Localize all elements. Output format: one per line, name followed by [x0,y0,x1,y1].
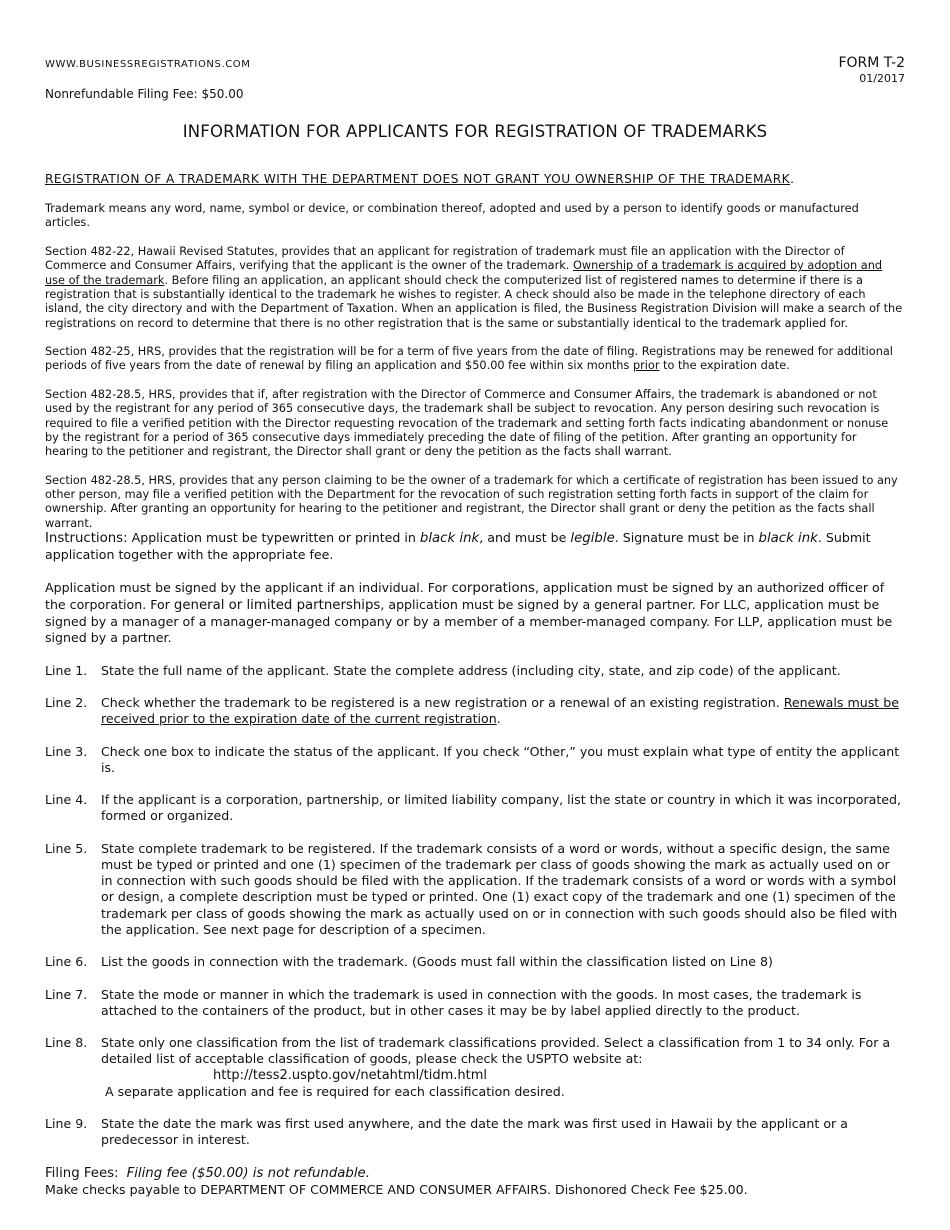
trademark-definition: Trademark means any word, name, symbol or device, or combination thereof, adopted and used by a person to identify goods or manufactured articles. [45,202,859,230]
non-refundable-note: Filing fee ($50.00) is not refundable. [126,1165,370,1181]
line-8-instruction [45,1035,905,1100]
line-text: State only one classification from the list of trademark classifications provided. Select a classification from 1 to 34 only. For a detailed list of acceptable classification of goods, please check the USPTO website at: [101,1035,891,1067]
line-text: State the full name of the applicant. State the complete address (including city, state, and zip code) of the applicant. [101,662,841,678]
line-text: If the applicant is a corporation, partnership, or limited liability company, list the state or country in which it was incorporated, formed or organized. [101,792,902,824]
line-text: State the mode or manner in which the trademark is used in connection with the goods. In most cases, the trademark is attached to the containers of the product, but in other cases it may be by label applied directly to the product. [101,986,862,1018]
line-number: Line 3. [45,743,88,759]
section-482-25 [45,345,903,374]
corporations-term: corporations [451,580,535,596]
signing-text: Application must be signed by the applicant if an individual. For [45,579,452,595]
line-3-instruction [45,744,905,776]
filing-fee-line [45,1165,905,1182]
line-1-instruction [45,663,905,679]
instructions-text: , and must be [479,530,571,545]
prior-underlined: prior [632,359,660,373]
line-number: Line 9. [45,1116,88,1132]
website-address: WWW.BUSINESSREGISTRATIONS.COM [45,59,251,70]
black-ink-emphasis: black ink [419,531,480,546]
section-482-25-text-cont: to the expiration date. [659,359,790,373]
filing-fees-label: Filing Fees: [45,1165,119,1181]
partnerships-term: general or limited partnerships [173,597,381,613]
signing-text: , application must be signed by an authorized officer of the corporation. For [45,579,885,612]
section-482-25-text: Section 482-25, HRS, provides that the registration will be for a term of five years from the date of filing. Registrations may be renewed for additional periods of five years from the date of renewal by filing an application and $50.00 fee within six months [45,345,893,373]
ownership-note: Ownership of a trademark is acquired by adoption and use of the trademark [45,259,883,287]
line-4-instruction [45,792,905,824]
section-482-22 [45,245,903,331]
section-482-28-5-abandonment: Section 482-28.5, HRS, provides that if, after registration with the Director of Commerce and Consumer Affairs, the trademark is abandoned or not used by the registrant for any period of 365 consecutive days, the trademark shall be subject to revocation. Any person desiring such revocation is required to file a verified petition with the Director requesting revocation of the trademark and setting forth facts indicating abandonment or nonuse by the registrant for a period of 365 consecutive days immediately preceding the date of filing of the petition. After granting an opportunity for hearing to the petitioner and registrant, the Director shall grant or deny the petition as the facts shall warrant. [45,388,889,459]
line-number: Line 7. [45,986,88,1002]
section-482-28-5-ownership: Section 482-28.5, HRS, provides that any person claiming to be the owner of a trademark for which a certificate of registration has been issued to any other person, may file a verified petition with the Department for the revocation of such registration setting forth facts in support of the claim for ownership. After granting an opportunity for hearing to the petitioner and registrant, the Director shall grant or deny the petition as the facts shall warrant. [45,473,898,530]
ownership-warning-text: REGISTRATION OF A TRADEMARK WITH THE DEPARTMENT DOES NOT GRANT YOU OWNERSHIP OF THE TRADEMARK [45,172,791,186]
line-7-instruction [45,987,905,1019]
line-text [101,695,905,727]
instructions-paragraph [45,530,905,563]
line-number: Line 6. [45,954,88,970]
line-number: Line 1. [45,662,88,678]
line-9-instruction [45,1116,905,1148]
instructions-text: Application must be typewritten or printed in [127,530,420,545]
line-2-text: Check whether the trademark to be registered is a new registration or a renewal of an existing registration. [101,694,784,710]
black-ink-emphasis: black ink [758,531,818,546]
intro-section [45,202,903,545]
page-title: INFORMATION FOR APPLICANTS FOR REGISTRATION OF TRADEMARKS [182,122,768,141]
instructions-label: Instructions: [45,531,128,546]
payable-line: Make checks payable to DEPARTMENT OF COMMERCE AND CONSUMER AFFAIRS. Dishonored Check Fee $25.00. [45,1181,748,1197]
line-5-instruction [45,841,905,938]
line-number: Line 8. [45,1035,88,1051]
filing-fees-section [45,1165,905,1198]
renewal-deadline-note: Renewals must be received prior to the expiration date of the current registration [101,694,899,727]
instructions-text: . Signature must be in [614,530,759,545]
form-number: FORM T-2 [838,55,905,71]
instructions-text: . Submit application together with the appropriate fee. [45,530,871,563]
uspto-url[interactable]: http://tess2.uspto.gov/netahtml/tidm.html [213,1067,488,1083]
form-date: 01/2017 [859,72,905,85]
ownership-warning: REGISTRATION OF A TRADEMARK WITH THE DEPARTMENT DOES NOT GRANT YOU OWNERSHIP OF THE TRADEMARK. [45,172,795,186]
form-id [838,55,905,85]
line-text: State the date the mark was first used anywhere, and the date the mark was first used in Hawaii by the applicant or a predecessor in interest. [101,1116,848,1148]
line-number: Line 4. [45,792,88,808]
section-482-22-text: Section 482-22, Hawaii Revised Statutes, provides that an applicant for registration of trademark must file an application with the Director of Commerce and Consumer Affairs, verifying that the applicant is the owner of the trademark. [45,245,845,273]
instructions-section [45,530,905,1198]
line-text: State complete trademark to be registered. If the trademark consists of a word or words, without a specific design, the same must be typed or printed and one (1) specimen of the trademark per class of goods showing the mark as actually used on or in connection with such goods should be filed with the application. If the trademark consists of a word or words with a symbol or design, a complete description must be typed or printed. One (1) exact copy of the trademark and one (1) specimen of the trademark per class of goods showing the mark as actually used on or in connection with such goods should also be filed with the application. See next page for description of a specimen. [101,840,898,937]
separate-application-note: A separate application and fee is required for each classification desired. [105,1083,565,1099]
line-text: Check one box to indicate the status of the applicant. If you check “Other,” you must explain what type of entity the applicant is. [101,743,900,775]
line-number: Line 2. [45,694,88,710]
legible-emphasis: legible [570,531,615,546]
nonrefundable-fee: Nonrefundable Filing Fee: $50.00 [45,87,244,101]
section-482-22-text-cont: . Before filing an application, an applicant should check the computerized list of registered names to determine if there is a registration that is substantially identical to the trademark he wishes to register. A check should also be made in the telephone directory of each island, the city directory and with the Department of Taxation. When an application is filed, the Business Registration Division will make a search of the registrations on record to determine that there is no other registration that is the same or substantially identical to the trademark applied for. [45,273,903,330]
signing-text: , application must be signed by a general partner. For LLC, application must be signed by a manager of a manager-managed company or by a member of a member-managed company. For LLP, application must be signed by a partner. [45,596,893,646]
line-2-instruction [45,695,905,727]
line-number: Line 5. [45,840,88,856]
line-text: List the goods in connection with the trademark. (Goods must fall within the classification listed on Line 8) [101,954,773,970]
line-6-instruction [45,954,905,970]
line-2-end: . [496,711,501,727]
signing-requirements [45,580,905,647]
